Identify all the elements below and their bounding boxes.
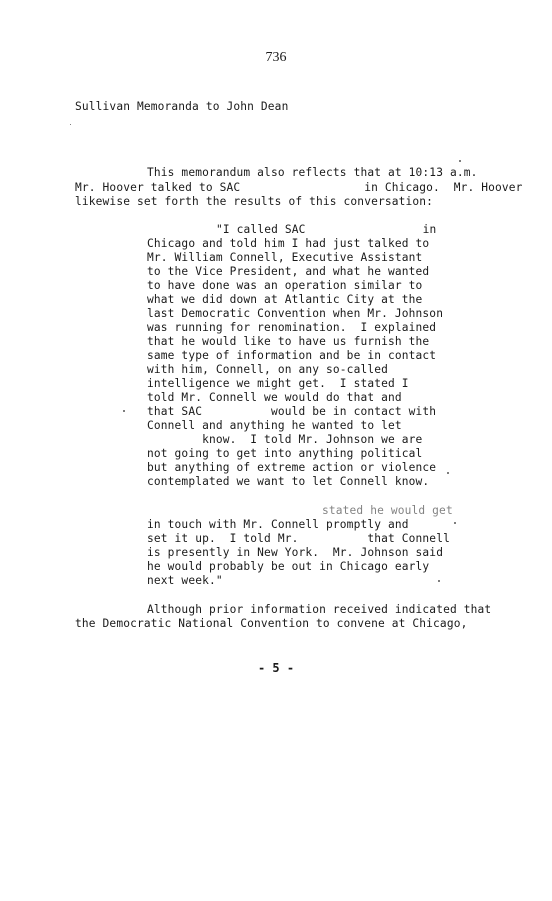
quote-line: know. I told Mr. Johnson we are — [147, 433, 423, 446]
quote-line: to the Vice President, and what he wanted — [147, 265, 430, 278]
quote-line: that he would like to have us furnish the — [147, 335, 430, 348]
obscured-fragment: stated he would get — [322, 504, 453, 517]
page-footer: - 5 - — [257, 661, 295, 675]
scan-speck — [438, 580, 440, 582]
intro-line: This memorandum also reflects that at 10:13 a.m. — [147, 166, 478, 179]
quote-line: contemplated we want to let Connell know. — [147, 475, 430, 488]
quote-line: Connell and anything he wanted to let — [147, 419, 402, 432]
page-number: 736 — [265, 50, 287, 65]
quote-line: told Mr. Connell we would do that and — [147, 391, 402, 404]
quote-line: was running for renomination. I explained — [147, 321, 437, 334]
scan-speck — [70, 124, 71, 125]
document-heading: Sullivan Memoranda to John Dean — [75, 100, 289, 113]
quote-line: Mr. William Connell, Executive Assistant — [147, 251, 423, 264]
scan-speck — [447, 472, 449, 474]
quote-line: to have done was an operation similar to — [147, 279, 423, 292]
quote-line: but anything of extreme action or violence — [147, 461, 437, 474]
quote-line: he would probably be out in Chicago early — [147, 560, 430, 573]
quote-line: last Democratic Convention when Mr. Johnson — [147, 307, 444, 320]
quote-line: that SAC would be in contact with — [147, 405, 437, 418]
intro-line: likewise set forth the results of this conversation: — [75, 195, 434, 208]
quote-line: next week." — [147, 574, 223, 587]
quote-line: Chicago and told him I had just talked to — [147, 237, 430, 250]
quote-line: what we did down at Atlantic City at the — [147, 293, 423, 306]
quote-line: not going to get into anything political — [147, 447, 423, 460]
quote-line: with him, Connell, on any so-called — [147, 363, 388, 376]
scan-speck — [454, 522, 456, 524]
quote-line: in touch with Mr. Connell promptly and — [147, 518, 409, 531]
quote-line: "I called SAC in — [216, 223, 437, 236]
closing-line: the Democratic National Convention to convene at Chicago, — [75, 617, 468, 630]
closing-line: Although prior information received indicated that — [147, 603, 492, 616]
intro-line: Mr. Hoover talked to SAC in Chicago. Mr. Hoover — [75, 181, 523, 194]
scan-speck — [459, 160, 461, 162]
quote-line: same type of information and be in contact — [147, 349, 437, 362]
quote-line: is presently in New York. Mr. Johnson said — [147, 546, 444, 559]
scan-speck — [123, 410, 125, 412]
quote-line: set it up. I told Mr. that Connell — [147, 532, 450, 545]
quote-line: intelligence we might get. I stated I — [147, 377, 409, 390]
